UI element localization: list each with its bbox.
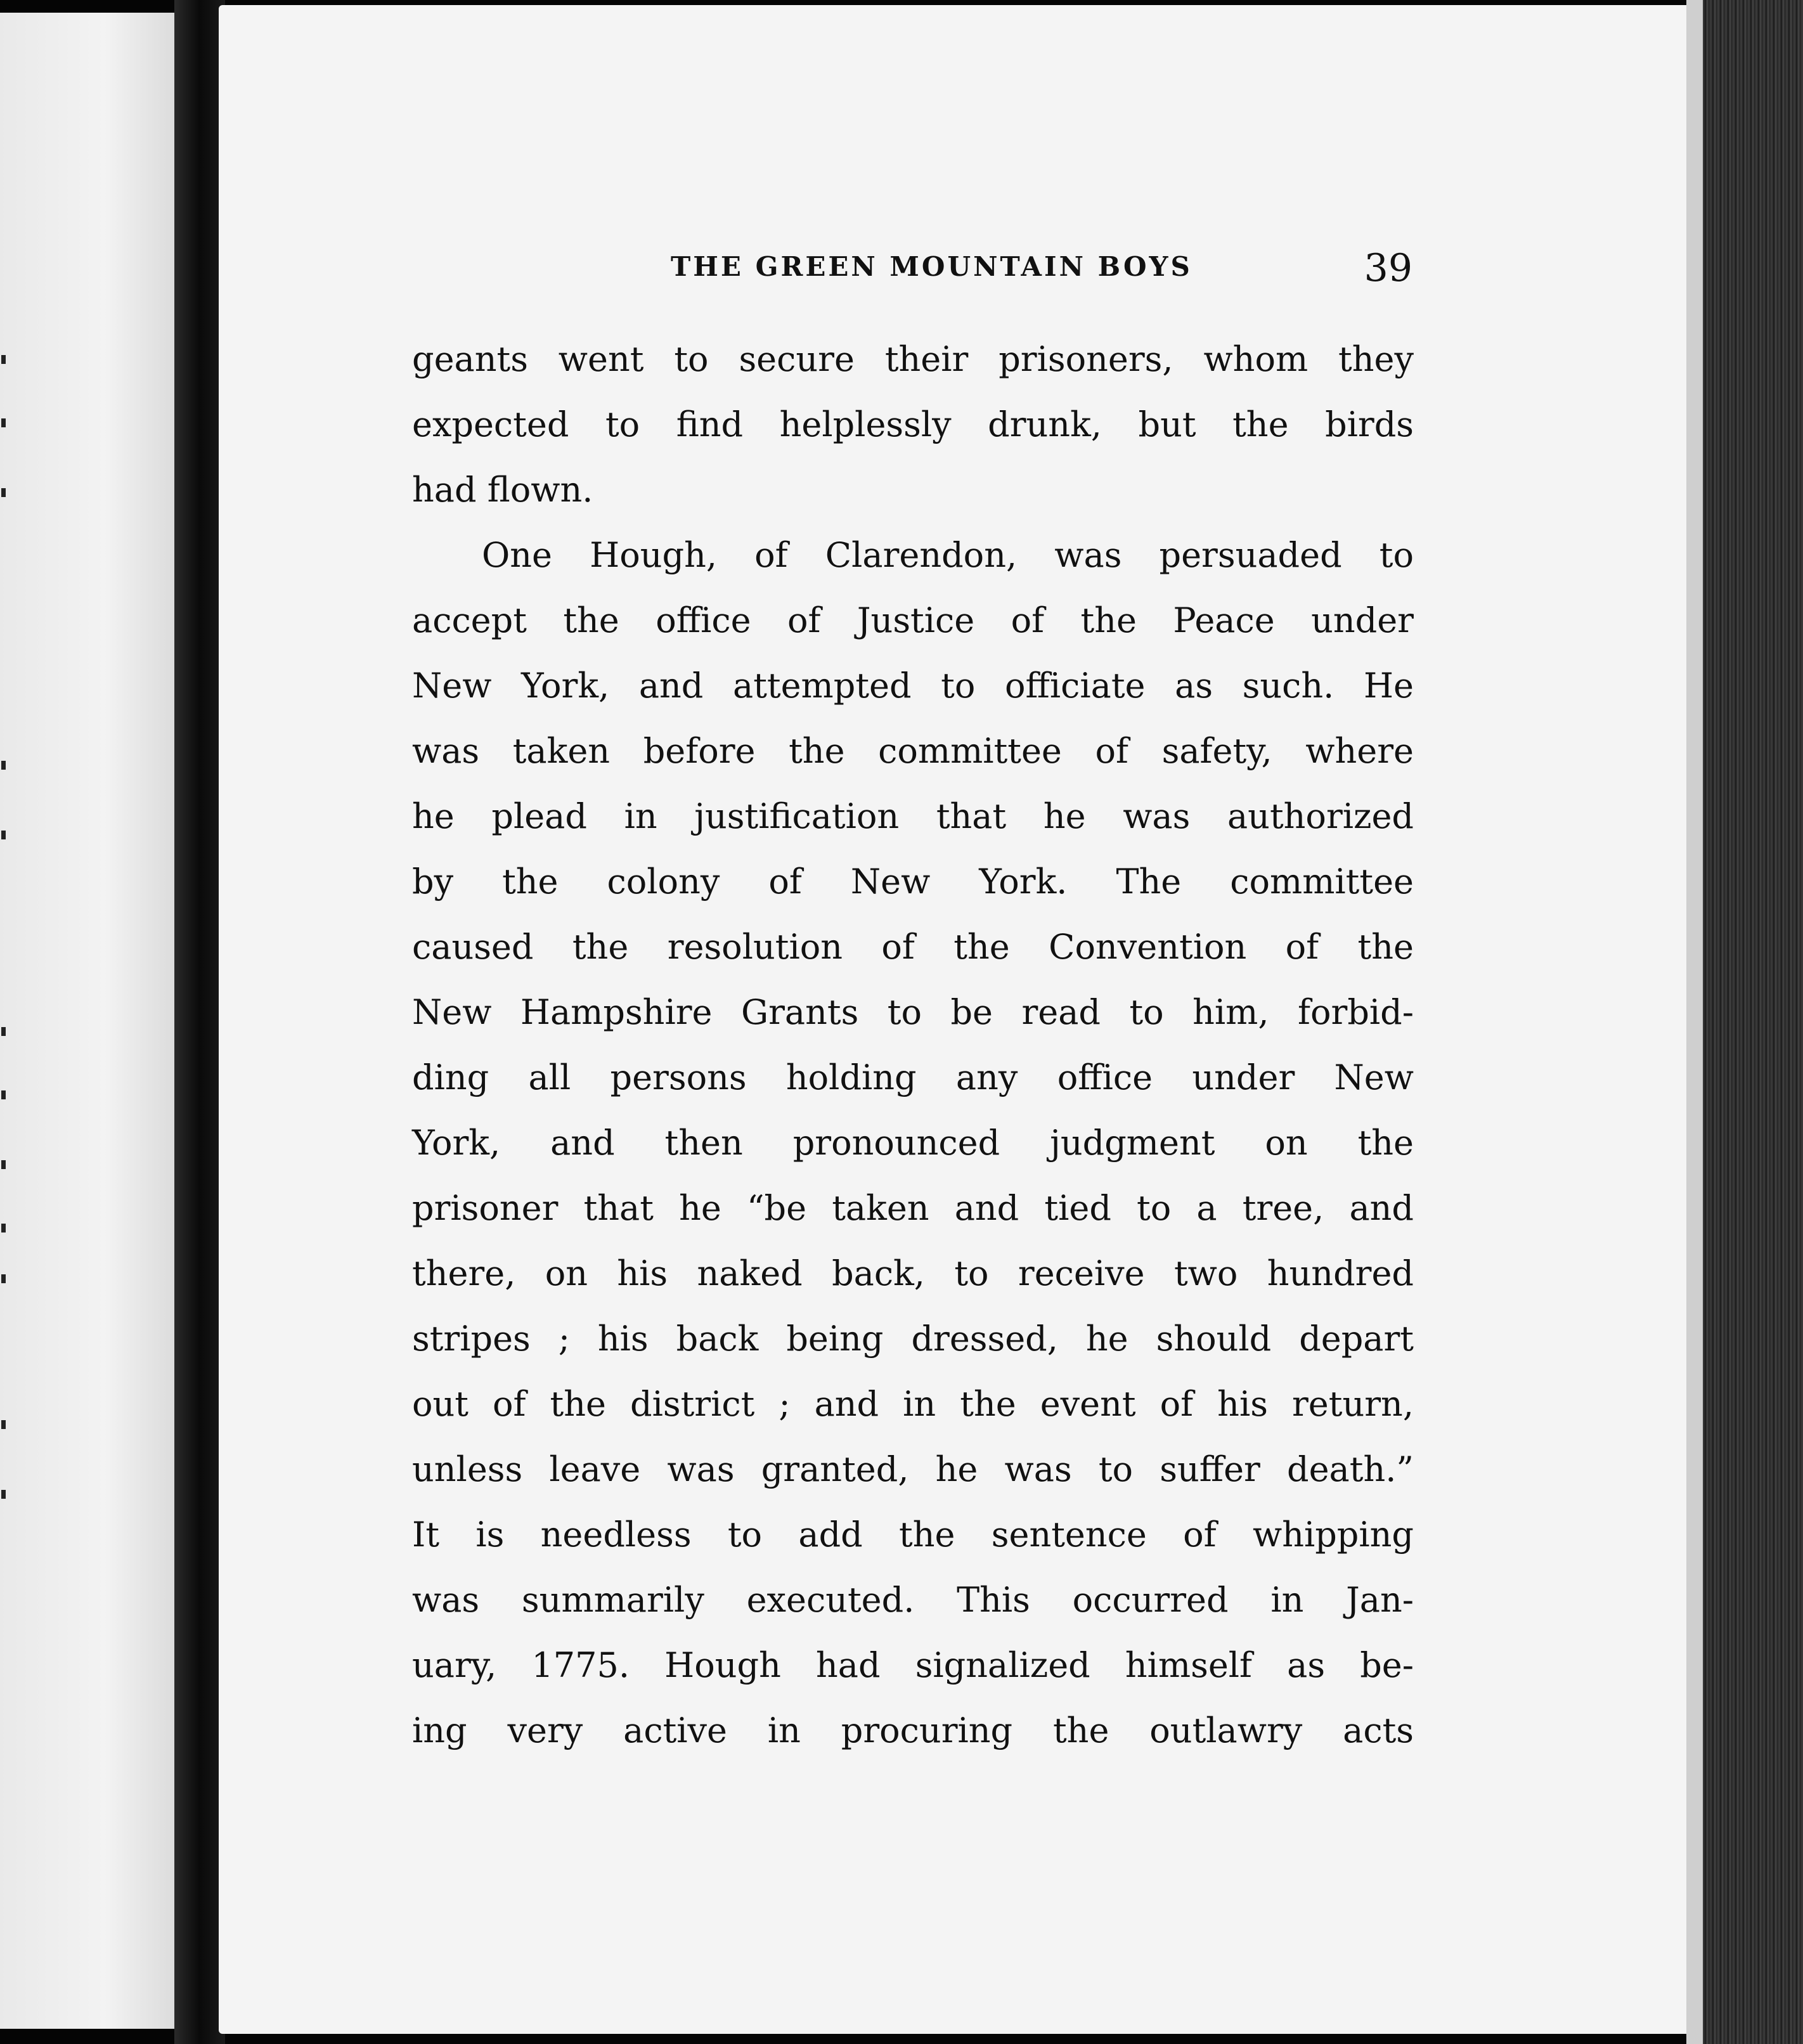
facing-page-mark — [1, 418, 6, 427]
facing-page-mark — [1, 355, 6, 364]
body-text — [412, 327, 1414, 1763]
text-line: unless leave was granted, he was to suffer death.” — [412, 1449, 1414, 1489]
text-line: caused the resolution of the Convention of the — [412, 927, 1414, 967]
facing-page-edge — [0, 13, 174, 2029]
text-line: accept the office of Justice of the Peace under — [412, 600, 1414, 640]
text-line: stripes ; his back being dressed, he should depart — [412, 1319, 1414, 1359]
text-line: was taken before the committee of safety, where — [412, 731, 1414, 771]
facing-page-mark — [1, 1027, 6, 1036]
text-line: ing very active in procuring the outlawry acts — [412, 1711, 1414, 1750]
text-line: uary, 1775. Hough had signalized himself as be- — [412, 1645, 1414, 1685]
facing-page-mark — [1, 1224, 6, 1232]
book-gutter — [174, 0, 225, 2044]
text-line: York, and then pronounced judgment on the — [412, 1123, 1414, 1163]
text-line: had flown. — [412, 470, 593, 510]
text-line: there, on his naked back, to receive two hundred — [412, 1253, 1414, 1293]
text-line: geants went to secure their prisoners, whom they — [412, 339, 1414, 379]
facing-page-mark — [1, 761, 6, 770]
running-title: THE GREEN MOUNTAIN BOYS — [671, 251, 1192, 282]
text-line: ding all persons holding any office under New — [412, 1058, 1414, 1097]
text-line: One Hough, of Clarendon, was persuaded to — [482, 535, 1414, 575]
facing-page-mark — [1, 1160, 6, 1169]
text-line: expected to find helplessly drunk, but the birds — [412, 404, 1414, 444]
facing-page-mark — [1, 1090, 6, 1099]
text-line: New Hampshire Grants to be read to him, forbid- — [412, 992, 1414, 1032]
facing-page-mark — [1, 831, 6, 839]
facing-page-mark — [1, 1490, 6, 1499]
text-line: he plead in justification that he was authorized — [412, 796, 1414, 836]
text-line: out of the district ; and in the event of his return, — [412, 1384, 1414, 1424]
text-line: It is needless to add the sentence of whipping — [412, 1515, 1414, 1555]
text-line: prisoner that he “be taken and tied to a tree, and — [412, 1188, 1414, 1228]
facing-page-mark — [1, 488, 6, 497]
page-number: 39 — [1364, 246, 1412, 290]
facing-page-mark — [1, 1420, 6, 1429]
facing-page-mark — [1, 1274, 6, 1283]
text-line: by the colony of New York. The committee — [412, 862, 1414, 902]
text-line: was summarily executed. This occurred in Jan- — [412, 1580, 1414, 1620]
page-edges — [1686, 0, 1803, 2044]
page-header — [671, 246, 1412, 290]
text-line: New York, and attempted to officiate as such. He — [412, 666, 1414, 706]
